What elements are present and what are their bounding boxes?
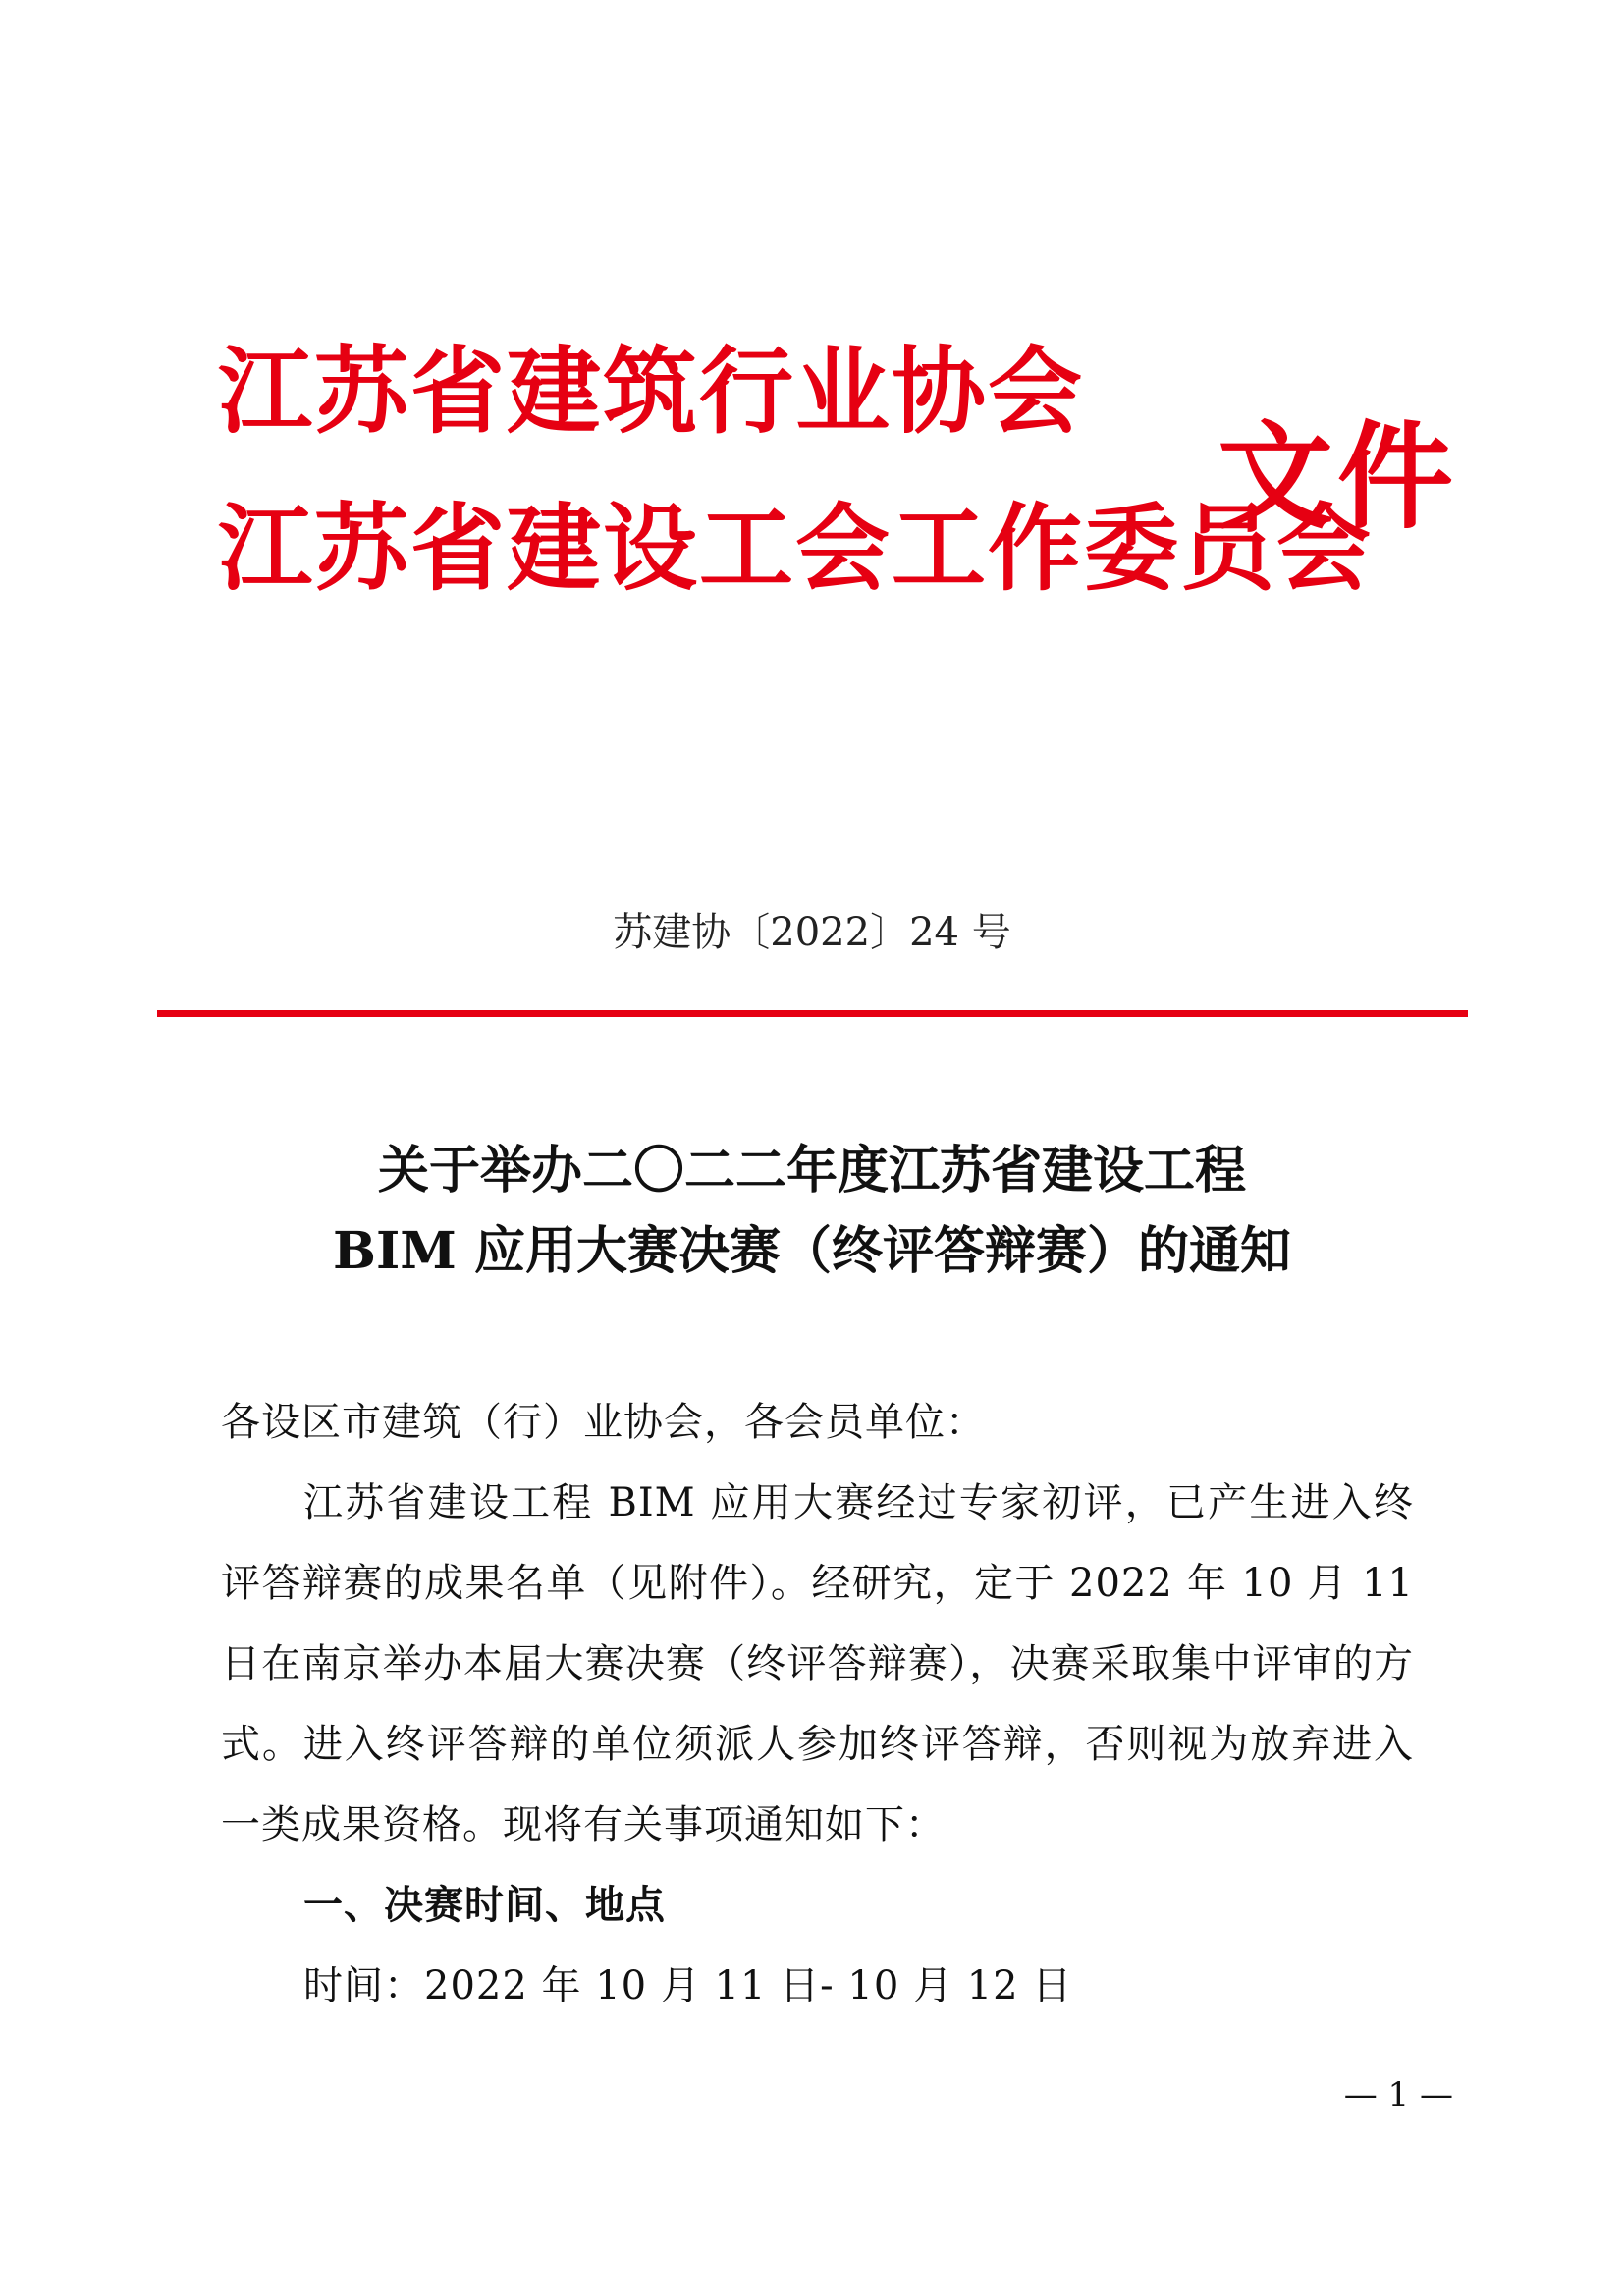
intro-paragraph: 江苏省建设工程 BIM 应用大赛经过专家初评，已产生进入终评答辩赛的成果名单（见附件）。经研究，定于 2022 年 10 月 11 日在南京举办本届大赛决赛（终评答辩赛），决赛采取集中评审的方式。进入终评答辩的单位须派人参加终评答辩，否则视为放弃进入一类成果资格。现将有关事项通知如下： <box>221 1480 1414 1847</box>
time-line: 时间：2022 年 10 月 11 日- 10 月 12 日 <box>303 1963 1073 2008</box>
section-heading-1: 一、决赛时间、地点 <box>303 1882 666 1928</box>
notice-title-line-1: 关于举办二〇二二年度江苏省建设工程 <box>377 1141 1246 1201</box>
notice-title <box>0 1131 1624 1292</box>
notice-body <box>221 1382 1414 2026</box>
notice-title-line-2: BIM 应用大赛决赛（终评答辩赛）的通知 <box>333 1221 1291 1281</box>
red-divider-line <box>157 1010 1468 1017</box>
page-number: — 1 — <box>1343 2075 1453 2114</box>
document-label: 文件 <box>1218 408 1458 545</box>
issuer-line-2: 江苏省建设工会工作委员会 <box>218 493 1373 604</box>
document-number: 苏建协〔2022〕24 号 <box>613 910 1011 955</box>
issuer-line-1: 江苏省建筑行业协会 <box>218 336 1084 447</box>
document-header <box>218 334 1458 638</box>
salutation: 各设区市建筑（行）业协会，各会员单位： <box>221 1400 986 1445</box>
